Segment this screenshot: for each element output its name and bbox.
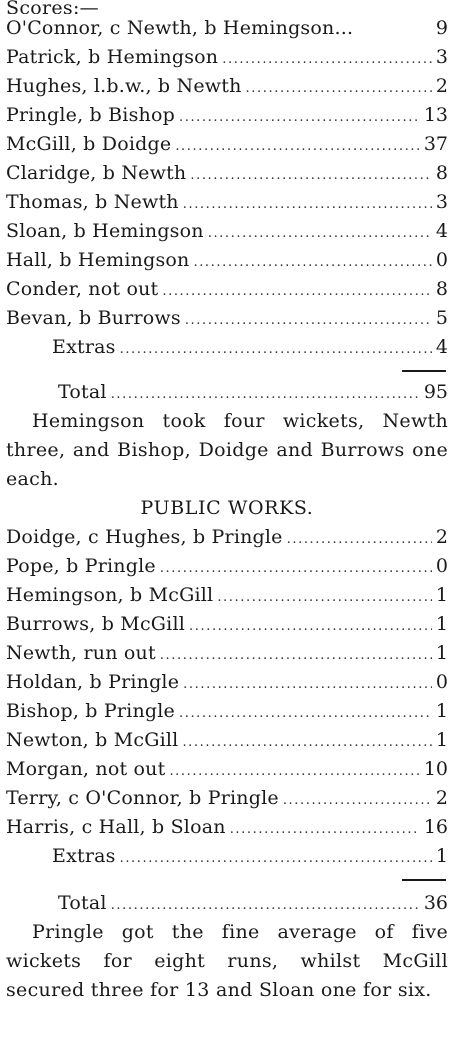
batsman-row — [6, 72, 448, 101]
batsman-runs: 3 — [435, 46, 448, 68]
dot-leader — [190, 161, 432, 190]
batsman-name: Conder, not out — [6, 278, 159, 300]
batsman-row — [6, 43, 448, 72]
batsman-name: Patrick, b Hemingson — [6, 46, 219, 68]
batsman-name: Newth, run out — [6, 642, 156, 664]
batsman-row — [6, 610, 448, 639]
batsman-name: Newton, b McGill — [6, 729, 179, 751]
dot-leader — [208, 219, 432, 248]
batsman-runs: 10 — [423, 758, 448, 780]
dot-leader — [182, 728, 431, 757]
total-rule — [402, 370, 446, 372]
batsman-runs: 8 — [435, 162, 448, 184]
team-heading: PUBLIC WORKS. — [140, 497, 314, 519]
batsman-runs: 2 — [435, 526, 448, 548]
total-rule — [402, 879, 446, 881]
dot-leader — [111, 380, 420, 409]
batsman-runs: 5 — [435, 307, 448, 329]
dot-leader — [246, 74, 432, 103]
batsman-name: Pope, b Pringle — [6, 555, 156, 577]
dot-leader — [222, 45, 432, 74]
batsman-runs: 1 — [435, 700, 448, 722]
newspaper-column — [6, 0, 448, 1005]
batsman-row — [6, 697, 448, 726]
batsman-name: Hall, b Hemingson — [6, 249, 190, 271]
dot-leader — [120, 335, 432, 364]
batsman-row — [6, 304, 448, 333]
batsman-row — [6, 217, 448, 246]
batsman-runs: 4 — [435, 220, 448, 242]
total-value: 95 — [423, 381, 448, 403]
total-row — [6, 889, 448, 918]
total-label: Total — [58, 892, 107, 914]
batsman-row — [6, 188, 448, 217]
batsman-name: Pringle, b Bishop — [6, 104, 175, 126]
batsman-name: Hughes, l.b.w., b Newth — [6, 75, 242, 97]
innings1-summary: Hemingson took four wickets, Newth three, and Bishop, Doidge and Burrows one each. — [6, 410, 448, 490]
extras-value: 1 — [435, 845, 448, 867]
batsman-name: McGill, b Doidge — [6, 133, 172, 155]
dot-leader — [179, 699, 432, 728]
extras-label: Extras — [52, 845, 116, 867]
extras-label: Extras — [52, 336, 116, 358]
dot-leader — [287, 525, 432, 554]
innings2-scorecard — [6, 523, 448, 1005]
batsman-name: Holdan, b Pringle — [6, 671, 180, 693]
batsman-runs: 16 — [423, 816, 448, 838]
total-label: Total — [58, 381, 107, 403]
batsman-runs: 0 — [435, 249, 448, 271]
dot-leader — [183, 190, 432, 219]
extras-row — [6, 333, 448, 362]
batsman-row — [6, 130, 448, 159]
batsman-name: Bishop, b Pringle — [6, 700, 175, 722]
dot-leader — [162, 277, 432, 306]
batsman-runs: 1 — [435, 729, 448, 751]
batsman-row — [6, 101, 448, 130]
batsman-runs: 9 — [435, 17, 448, 39]
dot-leader — [193, 248, 431, 277]
dot-leader — [283, 786, 432, 815]
batsman-name: O'Connor, c Newth, b Hemingson... — [6, 17, 354, 39]
batsman-row — [6, 639, 448, 668]
batsman-runs: 3 — [435, 191, 448, 213]
dot-leader — [111, 891, 420, 920]
innings1-scorecard — [6, 14, 448, 494]
batsman-row — [6, 159, 448, 188]
dot-leader — [120, 844, 432, 873]
dot-leader — [189, 612, 432, 641]
batsman-name: Terry, c O'Connor, b Pringle — [6, 787, 279, 809]
dot-leader — [179, 103, 420, 132]
dot-leader — [217, 583, 432, 612]
total-value: 36 — [423, 892, 448, 914]
batsman-row — [6, 581, 448, 610]
batsman-runs: 2 — [435, 787, 448, 809]
extras-value: 4 — [435, 336, 448, 358]
batsman-row — [6, 813, 448, 842]
batsman-row — [6, 246, 448, 275]
batsman-row — [6, 726, 448, 755]
batsman-runs: 2 — [435, 75, 448, 97]
batsman-name: Doidge, c Hughes, b Pringle — [6, 526, 283, 548]
batsman-row — [6, 668, 448, 697]
batsman-name: Sloan, b Hemingson — [6, 220, 204, 242]
batsman-runs: 1 — [435, 642, 448, 664]
innings2-summary: Pringle got the fine average of five wickets for eight runs, whilst McGill secured three for 13 and Sloan one for six. — [6, 921, 448, 1001]
batsman-row — [6, 552, 448, 581]
batsman-name: Thomas, b Newth — [6, 191, 179, 213]
extras-row — [6, 842, 448, 871]
batsman-runs: 37 — [423, 133, 448, 155]
batsman-runs: 0 — [435, 555, 448, 577]
dot-leader — [175, 132, 420, 161]
batsman-name: Burrows, b McGill — [6, 613, 186, 635]
dot-leader — [160, 554, 432, 583]
scores-heading: Scores:— — [6, 0, 99, 14]
batsman-row — [6, 275, 448, 304]
batsman-name: Claridge, b Newth — [6, 162, 187, 184]
batsman-runs: 8 — [435, 278, 448, 300]
batsman-row — [6, 755, 448, 784]
batsman-name: Bevan, b Burrows — [6, 307, 181, 329]
dot-leader — [169, 757, 419, 786]
dot-leader — [185, 306, 432, 335]
batsman-name: Harris, c Hall, b Sloan — [6, 816, 226, 838]
dot-leader — [183, 670, 432, 699]
batsman-runs: 1 — [435, 613, 448, 635]
batsman-runs: 0 — [435, 671, 448, 693]
batsman-row — [6, 14, 448, 43]
batsman-runs: 13 — [423, 104, 448, 126]
batsman-name: Morgan, not out — [6, 758, 166, 780]
dot-leader — [230, 815, 420, 844]
batsman-name: Hemingson, b McGill — [6, 584, 214, 606]
total-row — [6, 378, 448, 407]
dot-leader — [160, 641, 432, 670]
batsman-row — [6, 523, 448, 552]
batsman-runs: 1 — [435, 584, 448, 606]
batsman-row — [6, 784, 448, 813]
